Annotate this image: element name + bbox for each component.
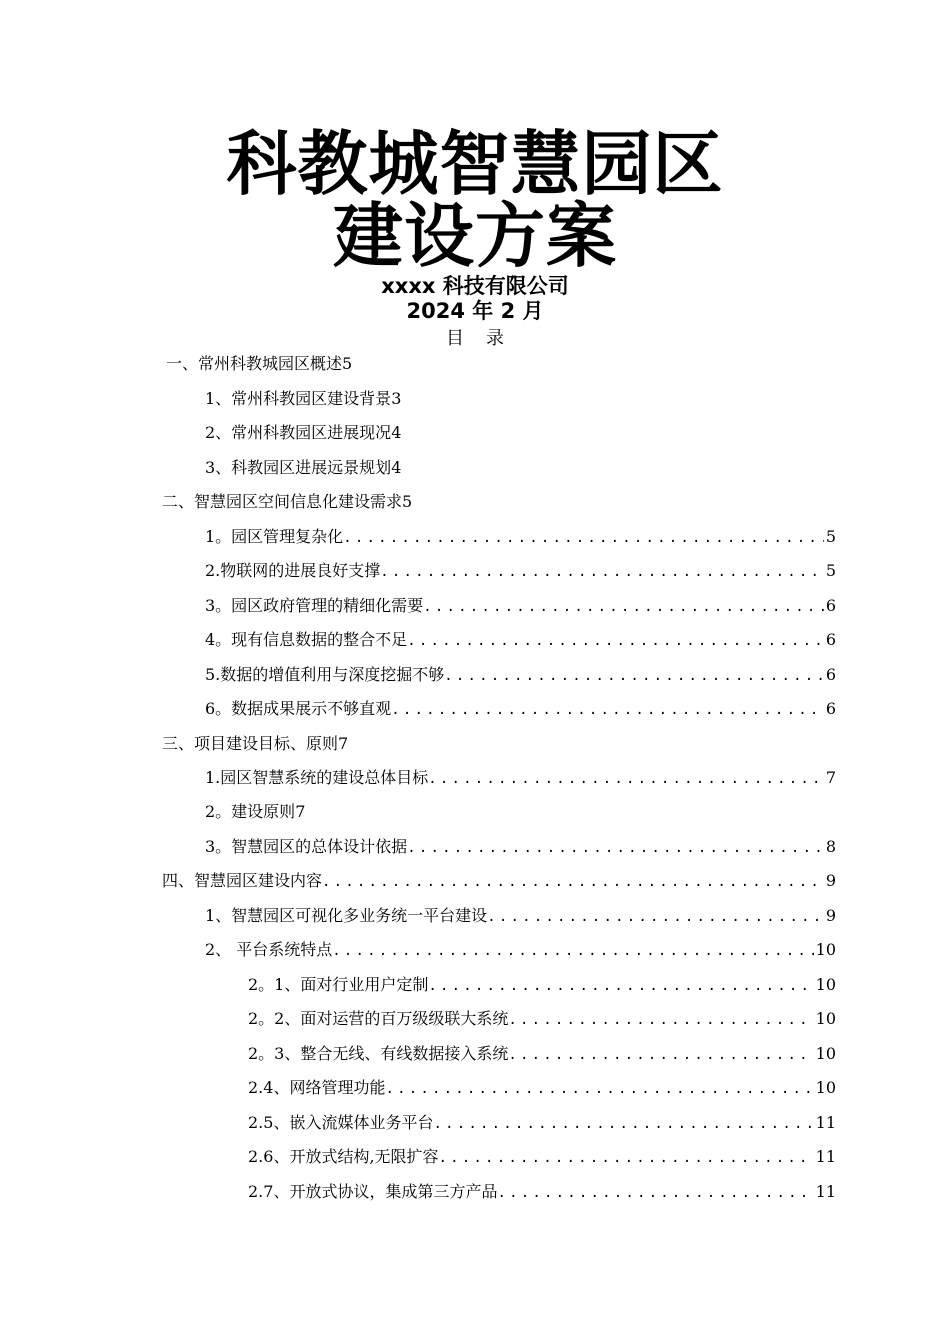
toc-entry-title: 2。建设原则 [205, 802, 296, 821]
toc-entry-page: 7 [338, 734, 349, 753]
toc-entry[interactable] [166, 350, 352, 378]
toc-entry[interactable] [205, 936, 836, 964]
toc-entry-title: 1.园区智慧系统的建设总体目标 [205, 768, 429, 787]
toc-entry-page: 11 [815, 1147, 836, 1166]
toc-entry-title: 2。3、整合无线、有线数据接入系统 [248, 1044, 509, 1063]
toc-entry-page: 9 [825, 906, 836, 925]
toc-entry-title: 2、常州科教园区进展现况 [205, 423, 392, 442]
toc-entry-page: 7 [295, 802, 306, 821]
toc-dot-leader [487, 903, 824, 931]
toc-entry-page: 6 [825, 630, 836, 649]
document-title-line1: 科教城智慧园区 [226, 123, 724, 205]
toc-entry-page: 5 [825, 561, 836, 580]
toc-entry-page: 10 [815, 1009, 836, 1028]
toc-entry-title: 一、常州科教城园区概述 [166, 354, 343, 373]
toc-entry-page: 5 [342, 354, 353, 373]
toc-entry-page: 6 [825, 699, 836, 718]
toc-entry[interactable] [205, 557, 836, 585]
toc-entry[interactable] [205, 764, 836, 792]
toc-entry-title: 2.6、开放式结构,无限扩容 [248, 1147, 439, 1166]
toc-entry-page: 3 [391, 389, 402, 408]
toc-entry-title: 三、项目建设目标、原则 [162, 734, 339, 753]
toc-entry-page: 8 [825, 837, 836, 856]
toc-entry-title: 二、智慧园区空间信息化建设需求 [162, 492, 403, 511]
toc-entry[interactable] [205, 385, 401, 413]
toc-entry-page: 9 [825, 871, 836, 890]
toc-entry-title: 2。2、面对运营的百万级级联大系统 [248, 1009, 509, 1028]
toc-entry-page: 5 [402, 492, 413, 511]
toc-entry-page: 10 [815, 1044, 836, 1063]
toc-entry[interactable] [205, 902, 836, 930]
document-title-line2: 建设方案 [333, 195, 617, 277]
toc-entry[interactable] [162, 730, 348, 758]
toc-entry[interactable] [205, 454, 401, 482]
toc-entry[interactable] [205, 523, 836, 551]
toc-entry[interactable] [205, 833, 836, 861]
toc-entry-page: 5 [825, 527, 836, 546]
toc-entry-title: 3。智慧园区的总体设计依据 [205, 837, 408, 856]
toc-entry[interactable] [205, 661, 836, 689]
toc-entry[interactable] [162, 488, 412, 516]
toc-entry-page: 11 [815, 1182, 836, 1201]
toc-entry-title: 2.物联网的进展良好支撑 [205, 561, 381, 580]
toc-entry-title: 6。数据成果展示不够直观 [205, 699, 392, 718]
document-date: 2024 年 2 月 [406, 299, 544, 323]
toc-dot-leader [380, 558, 824, 586]
toc-entry[interactable] [248, 1074, 836, 1102]
toc-dot-leader [385, 1075, 813, 1103]
toc-entry-title: 1、常州科教园区建设背景 [205, 389, 392, 408]
toc-entry-page: 6 [825, 665, 836, 684]
toc-entry-title: 3、科教园区进展远景规划 [205, 458, 392, 477]
toc-heading: 目录 [446, 328, 526, 349]
toc-entry[interactable] [205, 592, 836, 620]
toc-entry[interactable] [205, 798, 305, 826]
toc-dot-leader [508, 1006, 813, 1034]
toc-entry[interactable] [248, 1109, 836, 1137]
toc-entry-title: 2.4、网络管理功能 [248, 1078, 386, 1097]
toc-entry-page: 10 [815, 940, 836, 959]
toc-entry-page: 10 [815, 975, 836, 994]
toc-entry-title: 四、智慧园区建设内容 [162, 871, 323, 890]
toc-dot-leader [322, 868, 824, 896]
toc-entry[interactable] [205, 626, 836, 654]
toc-entry[interactable] [248, 1143, 836, 1171]
toc-dot-leader [439, 1144, 814, 1172]
toc-entry-title: 4。现有信息数据的整合不足 [205, 630, 408, 649]
toc-entry-title: 3。园区政府管理的精细化需要 [205, 596, 424, 615]
toc-dot-leader [343, 524, 824, 552]
toc-entry-title: 2。1、面对行业用户定制 [248, 975, 429, 994]
toc-entry-title: 1。园区管理复杂化 [205, 527, 344, 546]
toc-dot-leader [407, 834, 824, 862]
toc-dot-leader [423, 593, 824, 621]
toc-entry-page: 4 [391, 458, 402, 477]
toc-entry-page: 4 [391, 423, 402, 442]
toc-dot-leader [428, 765, 824, 793]
toc-entry-title: 5.数据的增值利用与深度挖掘不够 [205, 665, 445, 684]
toc-entry-page: 6 [825, 596, 836, 615]
toc-dot-leader [497, 1179, 813, 1207]
toc-dot-leader [508, 1041, 813, 1069]
toc-dot-leader [433, 1110, 813, 1138]
toc-entry-page: 10 [815, 1078, 836, 1097]
toc-dot-leader [332, 937, 813, 965]
toc-entry[interactable] [248, 1005, 836, 1033]
toc-entry[interactable] [248, 1040, 836, 1068]
company-name: xxxx 科技有限公司 [381, 274, 569, 298]
toc-entry[interactable] [248, 971, 836, 999]
toc-dot-leader [428, 972, 813, 1000]
toc-entry-title: 2、 平台系统特点 [205, 940, 333, 959]
toc-entry-title: 2.5、嵌入流媒体业务平台 [248, 1113, 434, 1132]
toc-entry[interactable] [205, 695, 836, 723]
toc-dot-leader [391, 696, 824, 724]
toc-entry-page: 7 [825, 768, 836, 787]
toc-entry[interactable] [205, 419, 401, 447]
toc-dot-leader [407, 627, 824, 655]
toc-entry-title: 1、智慧园区可视化多业务统一平台建设 [205, 906, 488, 925]
toc-entry[interactable] [162, 867, 836, 895]
toc-entry-page: 11 [815, 1113, 836, 1132]
toc-entry-title: 2.7、开放式协议，集成第三方产品 [248, 1182, 498, 1201]
toc-entry[interactable] [248, 1178, 836, 1206]
toc-dot-leader [444, 662, 824, 690]
